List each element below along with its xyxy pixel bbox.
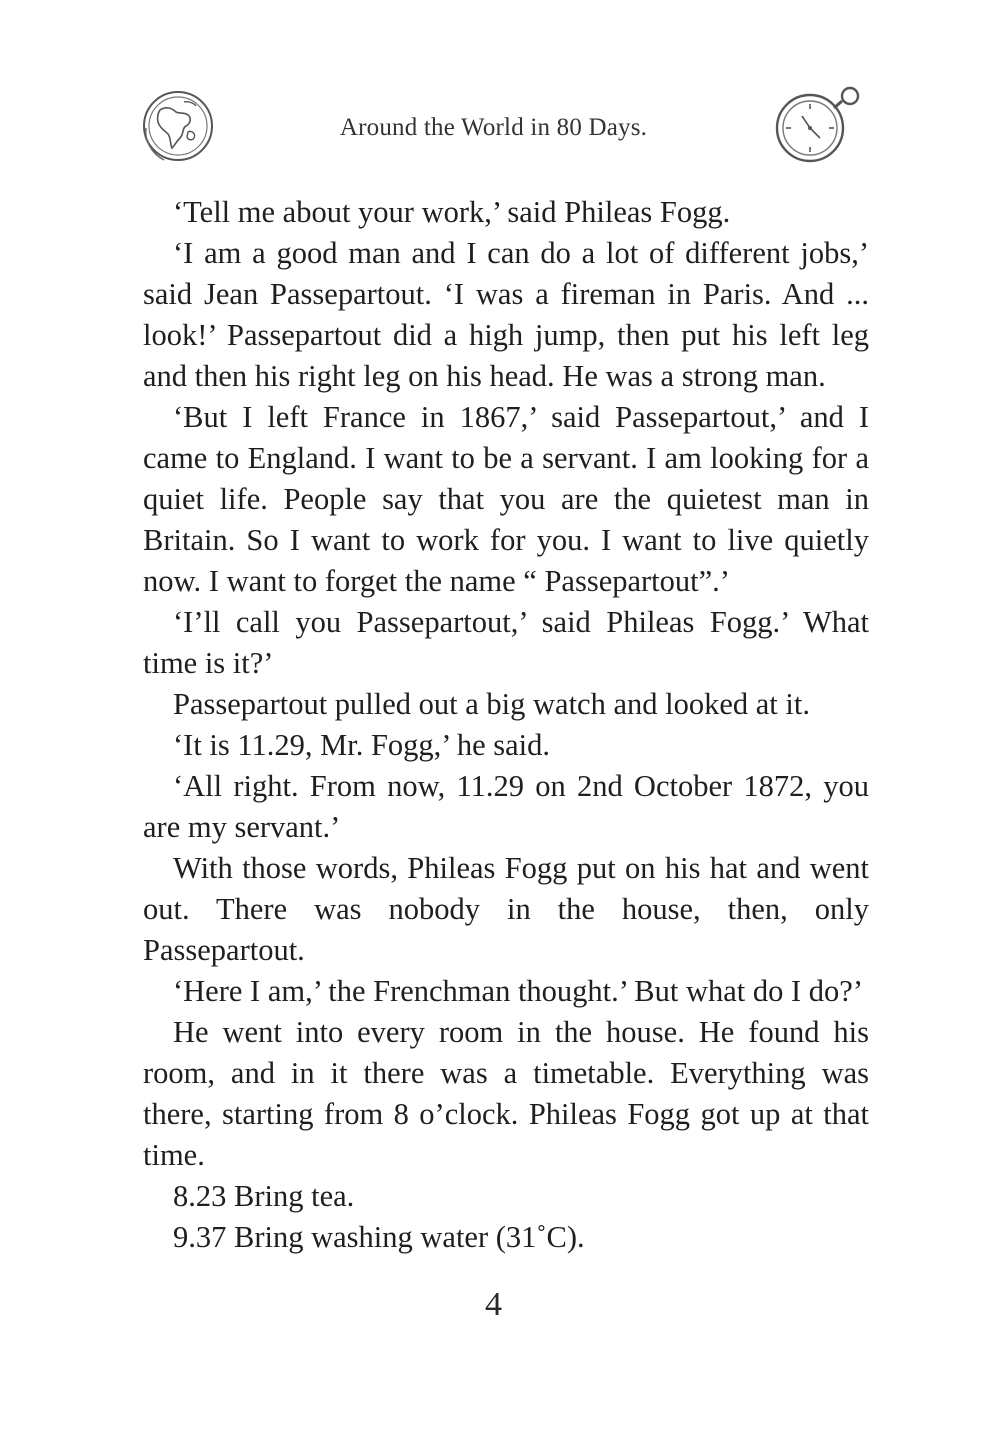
paragraph: ‘Tell me about your work,’ said Phileas Fogg. <box>173 195 731 229</box>
story-text <box>143 192 869 1258</box>
pocket-watch-icon <box>772 84 868 164</box>
paragraph: He went into every room in the house. He found his room, and in it there was a timetable. Everything was there, starting from 8 o’clock. Phileas Fogg got up at that time. <box>143 1015 869 1172</box>
paragraph: Passepartout pulled out a big watch and looked at it. <box>173 687 810 721</box>
running-title: Around the World in 80 Days. <box>339 114 648 141</box>
paragraph: ‘Here I am,’ the Frenchman thought.’ But what do I do?’ <box>173 974 863 1008</box>
page-number: 4 <box>485 1286 502 1323</box>
page-header <box>0 80 987 180</box>
paragraph: 8.23 Bring tea. <box>173 1179 355 1213</box>
paragraph: With those words, Phileas Fogg put on his hat and went out. There was nobody in the house, then, only Passepartout. <box>143 851 869 967</box>
paragraph: 9.37 Bring washing water (31˚C). <box>173 1220 585 1254</box>
paragraph: ‘All right. From now, 11.29 on 2nd October 1872, you are my servant.’ <box>143 769 869 844</box>
paragraph: ‘But I left France in 1867,’ said Passepartout,’ and I came to England. I want to be a servant. I am looking for a quiet life. People say that you are the quietest man in Britain. So I want to work for you. I want to live quietly now. I want to forget the name “ Passepartout”.’ <box>143 400 869 598</box>
paragraph: ‘I am a good man and I can do a lot of different jobs,’ said Jean Passepartout. ‘I was a fireman in Paris. And ... look!’ Passepartout did a high jump, then put his left leg and then his right leg on his head. He was a strong man. <box>143 236 869 393</box>
paragraph: ‘I’ll call you Passepartout,’ said Phileas Fogg.’ What time is it?’ <box>143 605 869 680</box>
paragraph: ‘It is 11.29, Mr. Fogg,’ he said. <box>173 728 550 762</box>
